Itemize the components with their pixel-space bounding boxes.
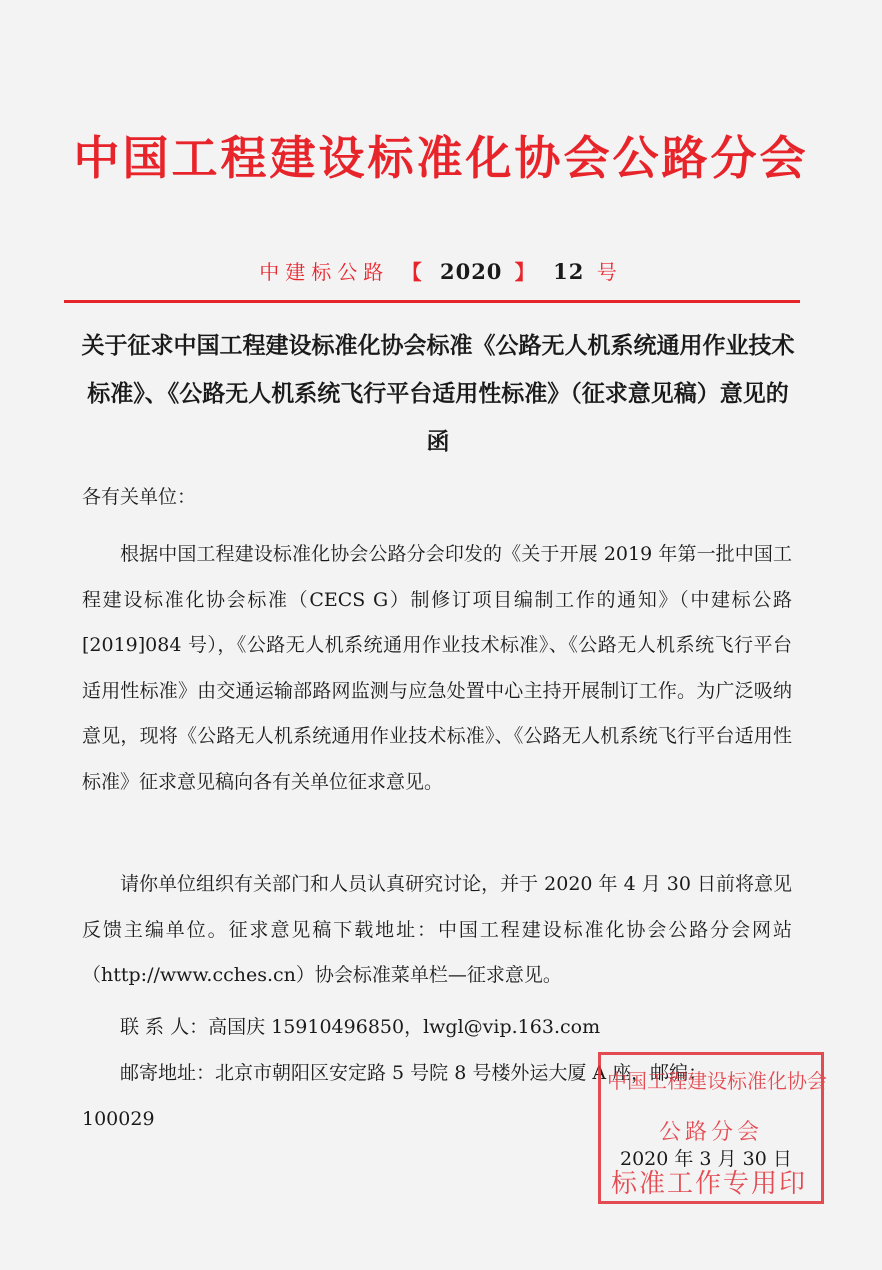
mailing-address: 邮寄地址：北京市朝阳区安定路 5 号院 8 号楼外运大厦 A 座，邮编：	[120, 1062, 708, 1084]
org-title: 中国工程建设标准化协会公路分会	[73, 131, 809, 185]
doc-number-bracket-open: 【	[401, 260, 428, 284]
salutation: 各有关单位：	[82, 486, 197, 508]
doc-number-suffix: 号	[596, 260, 623, 284]
official-seal-stamp	[598, 1052, 827, 1204]
issue-date: 2020 年 3 月 30 日	[620, 1148, 792, 1170]
document-number	[0, 256, 882, 285]
doc-number-prefix: 中建标公路	[259, 260, 390, 284]
header-divider	[64, 300, 800, 303]
seal-line-1: 中国工程建设标准化协会	[607, 1069, 827, 1093]
seal-line-3: 标准工作专用印	[611, 1169, 808, 1199]
postcode: 100029	[82, 1108, 155, 1130]
doc-number-value: 12	[553, 259, 585, 284]
letter-subject: 关于征求中国工程建设标准化协会标准《公路无人机系统通用作业技术标准》、《公路无人机系统飞行平台适用性标准》（征求意见稿）意见的函	[81, 333, 795, 455]
doc-number-year: 2020	[439, 259, 503, 284]
contact-line: 联 系 人：高国庆 15910496850，lwgl@vip.163.com	[120, 1016, 601, 1038]
body-paragraph-1: 根据中国工程建设标准化协会公路分会印发的《关于开展 2019 年第一批中国工程建设标准化协会标准（CECS G）制修订项目编制工作的通知》（中建标公路[2019]084 号），《公路无人机系统通用作业技术标准》、《公路无人机系统飞行平台适用性标准》由交通运输部路网监测与应急处置中心主持开展制订工作。为广泛吸纳意见，现将《公路无人机系统通用作业技术标准》、《公路无人机系统飞行平台适用性标准》征求意见稿向各有关单位征求意见。	[82, 543, 792, 793]
seal-line-2: 公路分会	[659, 1120, 764, 1145]
body-paragraph-2: 请你单位组织有关部门和人员认真研究讨论，并于 2020 年 4 月 30 日前将意见反馈主编单位。征求意见稿下载地址：中国工程建设标准化协会公路分会网站（http://www.cches.cn）协会标准菜单栏—征求意见。	[82, 873, 792, 986]
doc-number-bracket-close: 】	[514, 260, 541, 284]
